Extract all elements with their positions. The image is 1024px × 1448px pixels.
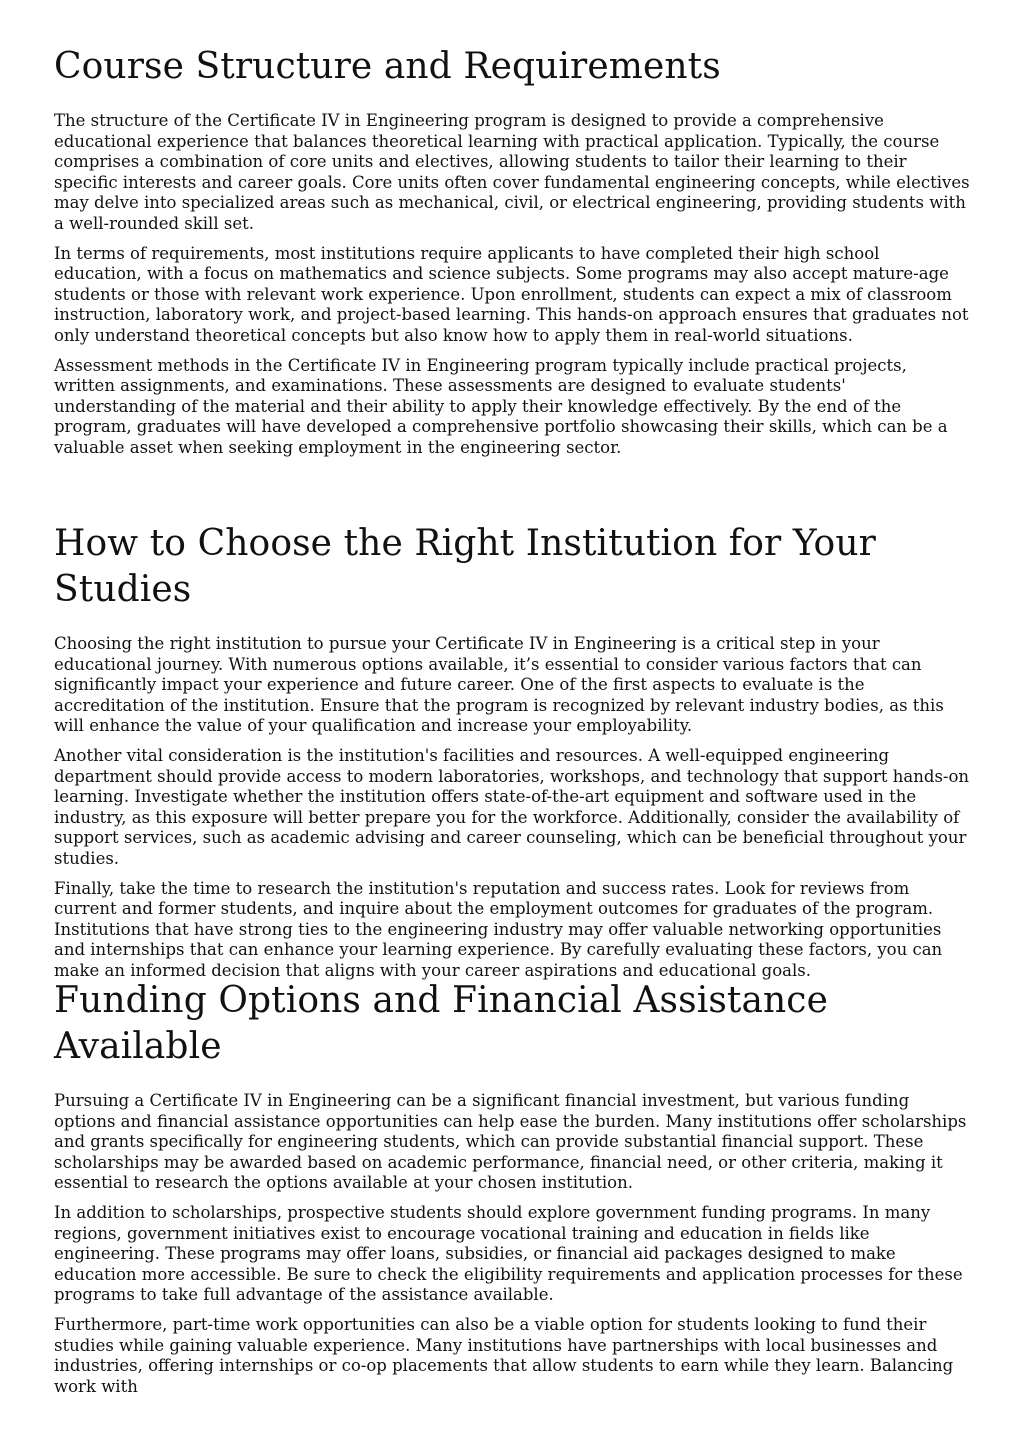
section-heading: Course Structure and Requirements	[54, 46, 721, 87]
paragraph: Pursuing a Certificate IV in Engineering can be a significant financial investment, but various funding options and financial assistance opportunities can help ease the burden. Many institutions offer scholarships and grants specifically for engineering students, which can provide substantial financial support. These scholarships may be awarded based on academic performance, financial need, or other criteria, making it essential to research the options available at your chosen institution.	[54, 1091, 967, 1193]
paragraph: The structure of the Certificate IV in Engineering program is designed to provide a comprehensive educational experience that balances theoretical learning with practical application. Typically, the course comprises a combination of core units and electives, allowing students to tailor their learning to their specific interests and career goals. Core units often cover fundamental engineering concepts, while electives may delve into specialized areas such as mechanical, civil, or electrical engineering, providing students with a well-rounded skill set.	[54, 111, 970, 233]
section-body	[54, 1091, 970, 1397]
paragraph: Choosing the right institution to pursue your Certificate IV in Engineering is a critical step in your educational journey. With numerous options available, it’s essential to consider various factors that can significantly impact your experience and future career. One of the first aspects to evaluate is the accreditation of the institution. Ensure that the program is recognized by relevant industry bodies, as this will enhance the value of your qualification and increase your employability.	[54, 634, 944, 736]
section-course-structure	[54, 44, 970, 468]
section-choose-institution	[54, 521, 970, 991]
section-body	[54, 111, 970, 459]
section-heading: How to Choose the Right Institution for Your Studies	[54, 523, 876, 610]
section-heading: Funding Options and Financial Assistance Available	[54, 980, 828, 1067]
paragraph: Furthermore, part-time work opportunities can also be a viable option for students looking to fund their studies while gaining valuable experience. Many institutions have partnerships with local businesses and industries, offering internships or co-op placements that allow students to earn while they learn. Balancing work with	[54, 1314, 954, 1396]
paragraph: Finally, take the time to research the institution's reputation and success rates. Look for reviews from current and former students, and inquire about the employment outcomes for graduates of the program. Institutions that have strong ties to the engineering industry may offer valuable networking opportunities and internships that can enhance your learning experience. By carefully evaluating these factors, you can make an informed decision that aligns with your career aspirations and educational goals.	[54, 878, 943, 980]
paragraph: In terms of requirements, most institutions require applicants to have completed their high school education, with a focus on mathematics and science subjects. Some programs may also accept mature-age students or those with relevant work experience. Upon enrollment, students can expect a mix of classroom instruction, laboratory work, and project-based learning. This hands-on approach ensures that graduates not only understand theoretical concepts but also know how to apply them in real-world situations.	[54, 243, 969, 345]
paragraph: In addition to scholarships, prospective students should explore government funding programs. In many regions, government initiatives exist to encourage vocational training and education in fields like engineering. These programs may offer loans, subsidies, or financial aid packages designed to make education more accessible. Be sure to check the eligibility requirements and application processes for these programs to take full advantage of the assistance available.	[54, 1202, 963, 1305]
section-funding-options	[54, 978, 970, 1406]
section-body	[54, 634, 970, 982]
paragraph: Another vital consideration is the institution's facilities and resources. A well-equipped engineering department should provide access to modern laboratories, workshops, and technology that support hands-on learning. Investigate whether the institution offers state-of-the-art equipment and software used in the industry, as this exposure will better prepare you for the workforce. Additionally, consider the availability of support services, such as academic advising and career counseling, which can be beneficial throughout your studies.	[54, 745, 970, 868]
paragraph: Assessment methods in the Certificate IV in Engineering program typically include practical projects, written assignments, and examinations. These assessments are designed to evaluate students' understanding of the material and their ability to apply their knowledge effectively. By the end of the program, graduates will have developed a comprehensive portfolio showcasing their skills, which can be a valuable asset when seeking employment in the engineering sector.	[54, 355, 948, 457]
